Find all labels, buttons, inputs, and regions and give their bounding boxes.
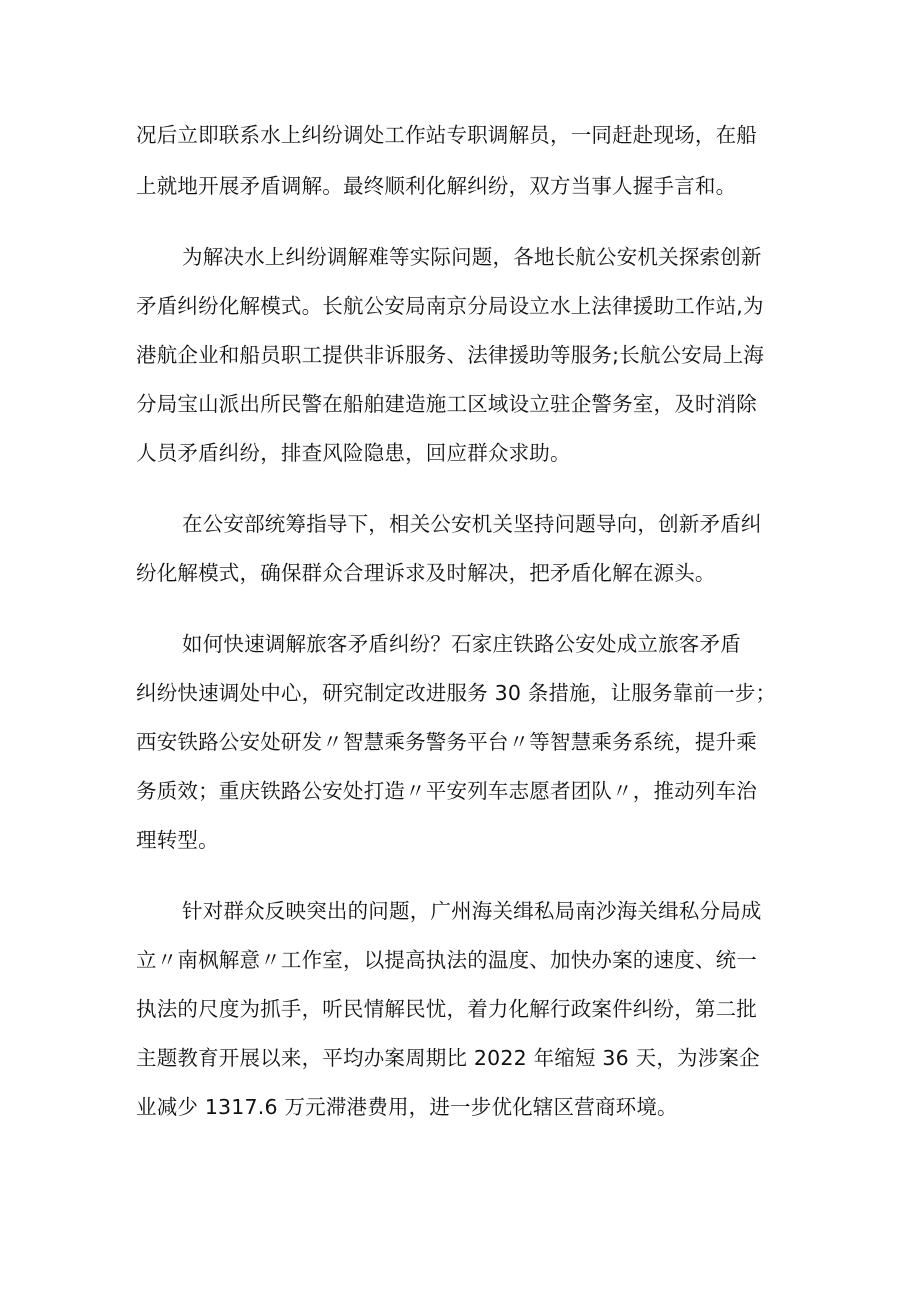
paragraph-4-line-1: 如何快速调解旅客矛盾纠纷？石家庄铁路公安处成立旅客矛盾	[182, 632, 741, 656]
paragraph-5-line-2: 立〃南枫解意〃工作室，以提高执法的温度、加快办案的速度、统一	[136, 948, 757, 972]
paragraph-2-line-2: 矛盾纠纷化解模式。长航公安局南京分局设立水上法律援助工作站,为	[136, 294, 764, 318]
paragraph-3-line-2: 纷化解模式，确保群众合理诉求及时解决，把矛盾化解在源头。	[136, 561, 716, 585]
paragraph-2-line-5: 人员矛盾纠纷，排查风险隐患，回应群众求助。	[136, 441, 571, 465]
paragraph-1-line-2: 上就地开展矛盾调解。最终顺利化解纠纷，双方当事人握手言和。	[136, 174, 737, 198]
paragraph-2-line-1: 为解决水上纠纷调解难等实际问题，各地长航公安机关探索创新	[182, 245, 762, 269]
paragraph-4-line-4: 务质效；重庆铁路公安处打造〃平安列车志愿者团队〃，推动列车治	[136, 779, 757, 803]
paragraph-5-line-4: 主题教育开展以来，平均办案周期比 2022 年缩短 36 天，为涉案企	[136, 1046, 760, 1070]
paragraph-2-line-3: 港航企业和船员职工提供非诉服务、法律援助等服务;长航公安局上海	[136, 343, 765, 367]
paragraph-5-line-3: 执法的尺度为抓手，听民情解民忧，着力化解行政案件纠纷，第二批	[136, 997, 757, 1021]
paragraph-5-line-1: 针对群众反映突出的问题，广州海关缉私局南沙海关缉私分局成	[182, 899, 762, 923]
paragraph-3-line-1: 在公安部统筹指导下，相关公安机关坚持问题导向，创新矛盾纠	[182, 512, 762, 536]
paragraph-4-line-5: 理转型。	[136, 828, 219, 852]
paragraph-4-line-2: 纠纷快速调处中心，研究制定改进服务 30 条措施，让服务靠前一步；	[136, 681, 777, 705]
paragraph-5-line-5: 业减少 1317.6 万元滞港费用，进一步优化辖区营商环境。	[136, 1095, 678, 1119]
paragraph-2-line-4: 分局宝山派出所民警在船舶建造施工区域设立驻企警务室，及时消除	[136, 392, 757, 416]
paragraph-1-line-1: 况后立即联系水上纠纷调处工作站专职调解员，一同赶赴现场，在船	[136, 123, 757, 147]
paragraph-4-line-3: 西安铁路公安处研发〃智慧乘务警务平台〃等智慧乘务系统，提升乘	[136, 730, 757, 754]
